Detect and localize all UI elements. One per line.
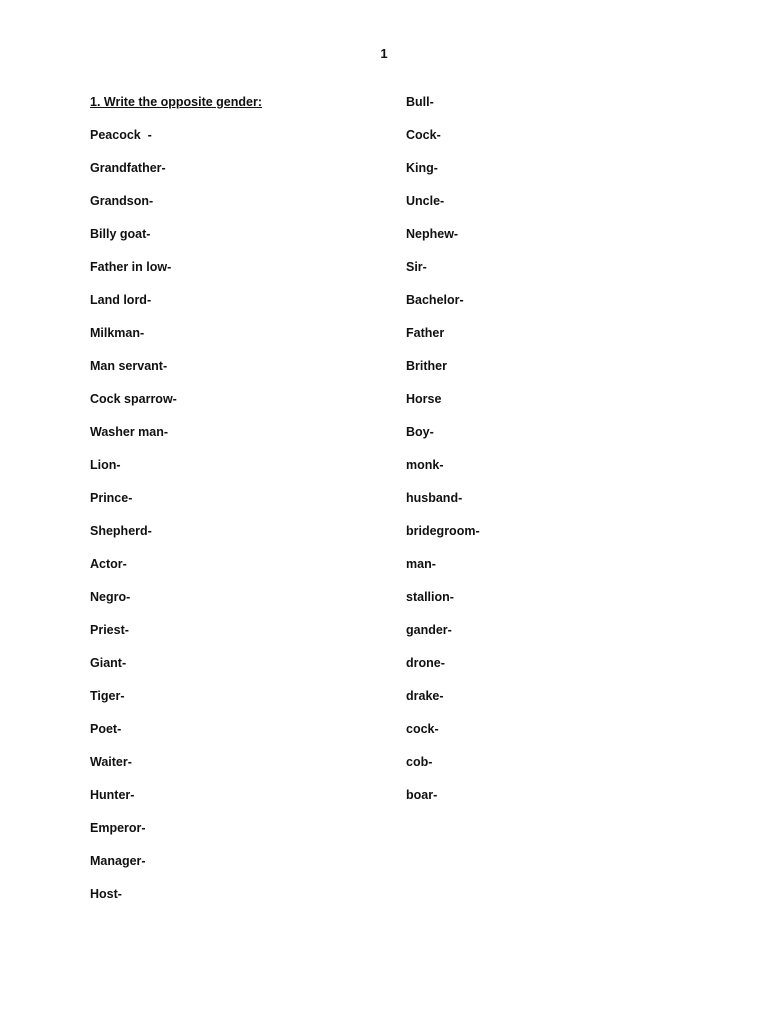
word-item: Emperor- [90,821,146,835]
word-item: bridegroom- [406,524,480,538]
word-item: Bull- [406,95,434,109]
word-item: Priest- [90,623,129,637]
word-item: drone- [406,656,445,670]
word-item: Boy- [406,425,434,439]
word-item: Land lord- [90,293,152,307]
right-word-list [406,94,480,820]
word-item: Cock- [406,128,441,142]
word-item: Tiger- [90,689,125,703]
word-item: Host- [90,887,122,901]
word-item: Father in low- [90,260,172,274]
word-item: Negro- [90,590,131,604]
word-item: Billy goat- [90,227,151,241]
word-item: Manager- [90,854,146,868]
word-item: Sir- [406,260,427,274]
word-item: Lion- [90,458,121,472]
word-item: Hunter- [90,788,135,802]
word-item: cock- [406,722,439,736]
word-item: Milkman- [90,326,145,340]
word-item: Actor- [90,557,127,571]
word-item: monk- [406,458,444,472]
word-item: Giant- [90,656,127,670]
word-item: Man servant- [90,359,168,373]
word-item: boar- [406,788,438,802]
page-number: 1 [380,46,388,61]
word-item: man- [406,557,436,571]
word-item: Waiter- [90,755,132,769]
word-item: King- [406,161,438,175]
word-item: Horse [406,392,442,406]
word-item: Grandfather- [90,161,166,175]
word-item: Brither [406,359,447,373]
word-item: Father [406,326,445,340]
word-item: Shepherd- [90,524,152,538]
word-item: Peacock - [90,128,152,142]
word-item: Washer man- [90,425,169,439]
word-item: cob- [406,755,433,769]
left-word-list [90,94,262,919]
word-item: Poet- [90,722,122,736]
exercise-heading: 1. Write the opposite gender: [90,95,263,109]
word-item: drake- [406,689,444,703]
word-item: husband- [406,491,463,505]
word-item: stallion- [406,590,454,604]
word-item: Uncle- [406,194,445,208]
word-item: gander- [406,623,452,637]
word-item: Prince- [90,491,133,505]
word-item: Nephew- [406,227,459,241]
word-item: Grandson- [90,194,154,208]
word-item: Bachelor- [406,293,464,307]
word-item: Cock sparrow- [90,392,177,406]
